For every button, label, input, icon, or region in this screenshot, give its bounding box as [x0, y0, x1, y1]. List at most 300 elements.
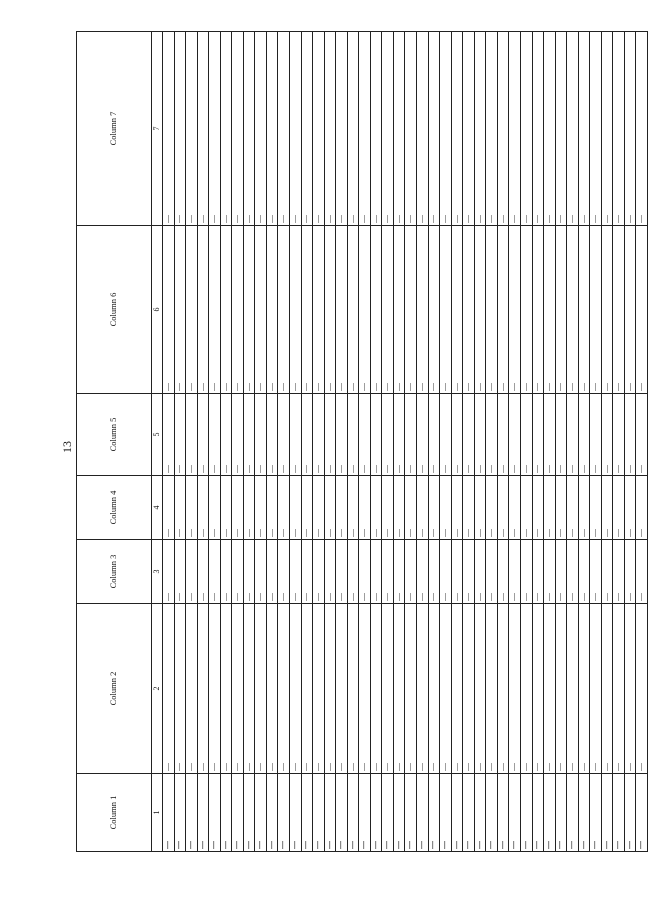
table-cell-c5: — — [463, 394, 475, 476]
table-cell-c1: — — [290, 774, 302, 852]
table-cell-c1: — — [278, 774, 290, 852]
table-cell-c1: — — [382, 774, 394, 852]
table-row — [578, 32, 590, 852]
table-row — [186, 32, 198, 852]
table-cell-c3: — — [370, 540, 382, 604]
table-cell-c5: — — [266, 394, 278, 476]
table-cell-c3: — — [243, 540, 255, 604]
table-cell-c2: — — [636, 604, 648, 774]
table-cell-c2: — — [555, 604, 567, 774]
table-row — [220, 32, 232, 852]
table-cell-c4: — — [278, 476, 290, 540]
table-row — [486, 32, 498, 852]
table-cell-c1: — — [486, 774, 498, 852]
table-cell-c2: — — [266, 604, 278, 774]
table-row — [555, 32, 567, 852]
securities-placement-table — [76, 31, 648, 852]
table-cell-c6: — — [370, 226, 382, 394]
table-cell-c6: — — [382, 226, 394, 394]
table-cell-c4: — — [393, 476, 405, 540]
table-cell-c6: — — [197, 226, 209, 394]
table-cell-c6: — — [255, 226, 267, 394]
table-cell-c7: — — [243, 32, 255, 226]
index-cell: 1 — [152, 774, 163, 852]
table-cell-c6: — — [278, 226, 290, 394]
table-cell-c3: — — [567, 540, 579, 604]
table-cell-c7: — — [497, 32, 509, 226]
table-cell-c2: — — [243, 604, 255, 774]
table-cell-c5: — — [474, 394, 486, 476]
table-cell-c7: — — [290, 32, 302, 226]
table-cell-c6: — — [624, 226, 636, 394]
table-row — [497, 32, 509, 852]
table-cell-c7: — — [509, 32, 521, 226]
table-cell-c5: — — [220, 394, 232, 476]
table-cell-c1: — — [313, 774, 325, 852]
table-cell-c1: — — [370, 774, 382, 852]
table-cell-c3: — — [544, 540, 556, 604]
table-cell-c1: — — [405, 774, 417, 852]
table-cell-c5: — — [382, 394, 394, 476]
header-reg-number: Column 1 — [77, 774, 152, 852]
table-cell-c3: — — [497, 540, 509, 604]
table-cell-c2: — — [174, 604, 186, 774]
table-cell-c5: — — [578, 394, 590, 476]
table-cell-c6: — — [497, 226, 509, 394]
index-cell: 2 — [152, 604, 163, 774]
table-cell-c1: — — [624, 774, 636, 852]
table-cell-c1: — — [463, 774, 475, 852]
table-cell-c3: — — [255, 540, 267, 604]
table-row — [209, 32, 221, 852]
table-cell-c4: — — [301, 476, 313, 540]
index-cell: 5 — [152, 394, 163, 476]
table-cell-c5: — — [428, 394, 440, 476]
table-cell-c5: — — [486, 394, 498, 476]
table-cell-c6: — — [393, 226, 405, 394]
table-row — [255, 32, 267, 852]
table-cell-c7: — — [555, 32, 567, 226]
table-cell-c6: — — [636, 226, 648, 394]
table-cell-c3: — — [324, 540, 336, 604]
table-cell-c3: — — [232, 540, 244, 604]
table-cell-c2: — — [290, 604, 302, 774]
table-cell-c1: — — [428, 774, 440, 852]
table-cell-c3: — — [382, 540, 394, 604]
table-cell-c1: — — [266, 774, 278, 852]
table-cell-c6: — — [590, 226, 602, 394]
table-cell-c2: — — [313, 604, 325, 774]
table-cell-c4: — — [186, 476, 198, 540]
table-cell-c3: — — [266, 540, 278, 604]
table-cell-c2: — — [163, 604, 175, 774]
table-cell-c4: — — [163, 476, 175, 540]
table-cell-c2: — — [509, 604, 521, 774]
table-row — [636, 32, 648, 852]
table-cell-c5: — — [209, 394, 221, 476]
table-cell-c5: — — [624, 394, 636, 476]
table-cell-c6: — — [174, 226, 186, 394]
table-cell-c7: — — [613, 32, 625, 226]
table-row — [440, 32, 452, 852]
table-cell-c5: — — [186, 394, 198, 476]
table-row — [266, 32, 278, 852]
table-cell-c3: — — [578, 540, 590, 604]
table-cell-c3: — — [336, 540, 348, 604]
table-cell-c1: — — [590, 774, 602, 852]
table-cell-c6: — — [440, 226, 452, 394]
index-cell: 7 — [152, 32, 163, 226]
table-cell-c7: — — [220, 32, 232, 226]
table-cell-c3: — — [532, 540, 544, 604]
table-cell-c7: — — [532, 32, 544, 226]
table-row — [451, 32, 463, 852]
table-row — [382, 32, 394, 852]
table-cell-c6: — — [359, 226, 371, 394]
header-proceeds: Column 7 — [77, 32, 152, 226]
table-cell-c1: — — [532, 774, 544, 852]
table-cell-c2: — — [220, 604, 232, 774]
table-cell-c6: — — [301, 226, 313, 394]
table-cell-c3: — — [290, 540, 302, 604]
table-cell-c4: — — [428, 476, 440, 540]
table-cell-c6: — — [567, 226, 579, 394]
table-cell-c6: — — [428, 226, 440, 394]
table-cell-c5: — — [417, 394, 429, 476]
table-cell-c4: — — [405, 476, 417, 540]
table-cell-c2: — — [567, 604, 579, 774]
table-cell-c7: — — [336, 32, 348, 226]
table-cell-c6: — — [186, 226, 198, 394]
table-cell-c7: — — [313, 32, 325, 226]
header-actual-price: Column 5 — [77, 394, 152, 476]
table-cell-c4: — — [463, 476, 475, 540]
table-cell-c3: — — [463, 540, 475, 604]
table-cell-c7: — — [544, 32, 556, 226]
table-row — [428, 32, 440, 852]
table-cell-c2: — — [393, 604, 405, 774]
table-cell-c3: — — [417, 540, 429, 604]
table-cell-c3: — — [440, 540, 452, 604]
table-cell-c7: — — [393, 32, 405, 226]
table-cell-c1: — — [636, 774, 648, 852]
table-cell-c1: — — [220, 774, 232, 852]
table-row — [509, 32, 521, 852]
table-cell-c6: — — [290, 226, 302, 394]
table-cell-c5: — — [336, 394, 348, 476]
table-cell-c7: — — [278, 32, 290, 226]
table-cell-c7: — — [359, 32, 371, 226]
table-row — [544, 32, 556, 852]
table-row — [463, 32, 475, 852]
table-cell-c6: — — [601, 226, 613, 394]
table-cell-c7: — — [324, 32, 336, 226]
table-cell-c2: — — [278, 604, 290, 774]
table-cell-c7: — — [578, 32, 590, 226]
table-cell-c4: — — [624, 476, 636, 540]
table-cell-c6: — — [544, 226, 556, 394]
table-cell-c4: — — [532, 476, 544, 540]
table-cell-c6: — — [313, 226, 325, 394]
table-cell-c6: — — [232, 226, 244, 394]
table-row — [393, 32, 405, 852]
table-cell-c3: — — [313, 540, 325, 604]
table-cell-c4: — — [359, 476, 371, 540]
table-cell-c3: — — [451, 540, 463, 604]
table-cell-c7: — — [440, 32, 452, 226]
table-cell-c2: — — [405, 604, 417, 774]
table-cell-c3: — — [486, 540, 498, 604]
table-row — [347, 32, 359, 852]
table-cell-c4: — — [440, 476, 452, 540]
table-cell-c5: — — [405, 394, 417, 476]
table-row — [624, 32, 636, 852]
table-cell-c4: — — [174, 476, 186, 540]
table-cell-c5: — — [567, 394, 579, 476]
table-cell-c4: — — [324, 476, 336, 540]
table-cell-c7: — — [451, 32, 463, 226]
table-body — [163, 32, 648, 852]
table-cell-c6: — — [220, 226, 232, 394]
table-cell-c5: — — [278, 394, 290, 476]
table-cell-c5: — — [163, 394, 175, 476]
table-cell-c2: — — [613, 604, 625, 774]
table-cell-c7: — — [474, 32, 486, 226]
table-cell-c7: — — [370, 32, 382, 226]
table-cell-c1: — — [393, 774, 405, 852]
table-cell-c7: — — [255, 32, 267, 226]
table-cell-c2: — — [544, 604, 556, 774]
table-cell-c2: — — [336, 604, 348, 774]
table-cell-c1: — — [174, 774, 186, 852]
table-cell-c4: — — [509, 476, 521, 540]
table-cell-c4: — — [497, 476, 509, 540]
table-row — [232, 32, 244, 852]
table-cell-c6: — — [266, 226, 278, 394]
table-cell-c5: — — [532, 394, 544, 476]
table-cell-c2: — — [417, 604, 429, 774]
table-cell-c3: — — [209, 540, 221, 604]
table-cell-c3: — — [624, 540, 636, 604]
table-cell-c7: — — [567, 32, 579, 226]
table-cell-c6: — — [417, 226, 429, 394]
table-row — [474, 32, 486, 852]
table-cell-c5: — — [440, 394, 452, 476]
header-placement-method: Column 2 — [77, 604, 152, 774]
table-cell-c4: — — [451, 476, 463, 540]
table-cell-c5: — — [174, 394, 186, 476]
header-placement-date: Column 3 — [77, 540, 152, 604]
table-cell-c2: — — [232, 604, 244, 774]
table-cell-c5: — — [393, 394, 405, 476]
table-cell-c7: — — [520, 32, 532, 226]
table-cell-c5: — — [590, 394, 602, 476]
table-cell-c1: — — [544, 774, 556, 852]
table-cell-c6: — — [163, 226, 175, 394]
table-cell-c1: — — [163, 774, 175, 852]
table-cell-c1: — — [474, 774, 486, 852]
table-cell-c7: — — [197, 32, 209, 226]
table-row — [324, 32, 336, 852]
table-cell-c7: — — [382, 32, 394, 226]
page-number: 13 — [60, 441, 74, 453]
table-row — [590, 32, 602, 852]
table-cell-c3: — — [509, 540, 521, 604]
rotated-table-region — [58, 32, 646, 852]
table-cell-c6: — — [509, 226, 521, 394]
table-cell-c2: — — [347, 604, 359, 774]
table-cell-c5: — — [497, 394, 509, 476]
table-cell-c2: — — [324, 604, 336, 774]
table-cell-c7: — — [428, 32, 440, 226]
table-cell-c1: — — [197, 774, 209, 852]
table-cell-c5: — — [313, 394, 325, 476]
table-row — [174, 32, 186, 852]
table-row — [301, 32, 313, 852]
table-cell-c1: — — [417, 774, 429, 852]
table-cell-c5: — — [290, 394, 302, 476]
table-cell-c4: — — [555, 476, 567, 540]
table-cell-c3: — — [590, 540, 602, 604]
table-cell-c2: — — [532, 604, 544, 774]
table-cell-c2: — — [601, 604, 613, 774]
table-cell-c2: — — [209, 604, 221, 774]
table-cell-c7: — — [624, 32, 636, 226]
table-cell-c6: — — [486, 226, 498, 394]
table-cell-c7: — — [405, 32, 417, 226]
table-cell-c5: — — [232, 394, 244, 476]
table-cell-c1: — — [186, 774, 198, 852]
table-cell-c3: — — [163, 540, 175, 604]
table-cell-c4: — — [382, 476, 394, 540]
table-cell-c4: — — [613, 476, 625, 540]
table-cell-c7: — — [174, 32, 186, 226]
table-cell-c7: — — [463, 32, 475, 226]
table-cell-c2: — — [301, 604, 313, 774]
table-cell-c1: — — [440, 774, 452, 852]
table-cell-c4: — — [544, 476, 556, 540]
table-index-row — [152, 32, 163, 852]
table-cell-c3: — — [393, 540, 405, 604]
table-cell-c5: — — [197, 394, 209, 476]
table-cell-c6: — — [347, 226, 359, 394]
table-cell-c1: — — [336, 774, 348, 852]
table-cell-c7: — — [417, 32, 429, 226]
table-row — [613, 32, 625, 852]
table-row — [520, 32, 532, 852]
table-cell-c2: — — [255, 604, 267, 774]
table-cell-c1: — — [555, 774, 567, 852]
table-cell-c4: — — [232, 476, 244, 540]
index-cell: 4 — [152, 476, 163, 540]
table-cell-c3: — — [613, 540, 625, 604]
table-header-row — [77, 32, 152, 852]
table-cell-c2: — — [440, 604, 452, 774]
table-row — [243, 32, 255, 852]
table-row — [370, 32, 382, 852]
table-row — [405, 32, 417, 852]
table-cell-c2: — — [186, 604, 198, 774]
table-cell-c4: — — [255, 476, 267, 540]
table-cell-c5: — — [243, 394, 255, 476]
table-cell-c5: — — [636, 394, 648, 476]
table-cell-c6: — — [243, 226, 255, 394]
table-cell-c6: — — [474, 226, 486, 394]
table-cell-c4: — — [578, 476, 590, 540]
table-cell-c4: — — [220, 476, 232, 540]
table-cell-c4: — — [290, 476, 302, 540]
table-cell-c7: — — [601, 32, 613, 226]
table-row — [567, 32, 579, 852]
table-cell-c5: — — [324, 394, 336, 476]
table-cell-c5: — — [255, 394, 267, 476]
table-cell-c1: — — [347, 774, 359, 852]
table-cell-c3: — — [174, 540, 186, 604]
table-cell-c3: — — [301, 540, 313, 604]
table-cell-c5: — — [520, 394, 532, 476]
table-cell-c2: — — [382, 604, 394, 774]
table-cell-c3: — — [359, 540, 371, 604]
table-cell-c4: — — [209, 476, 221, 540]
table-cell-c3: — — [428, 540, 440, 604]
table-cell-c7: — — [347, 32, 359, 226]
table-cell-c7: — — [590, 32, 602, 226]
table-row — [197, 32, 209, 852]
table-cell-c7: — — [486, 32, 498, 226]
table-cell-c4: — — [636, 476, 648, 540]
table-cell-c3: — — [278, 540, 290, 604]
table-row — [601, 32, 613, 852]
table-cell-c7: — — [186, 32, 198, 226]
table-cell-c6: — — [324, 226, 336, 394]
table-cell-c1: — — [301, 774, 313, 852]
table-cell-c2: — — [474, 604, 486, 774]
table-cell-c5: — — [347, 394, 359, 476]
index-cell: 6 — [152, 226, 163, 394]
table-row — [532, 32, 544, 852]
table-cell-c2: — — [428, 604, 440, 774]
table-cell-c6: — — [613, 226, 625, 394]
table-cell-c7: — — [232, 32, 244, 226]
table-cell-c6: — — [520, 226, 532, 394]
table-cell-c5: — — [301, 394, 313, 476]
table-cell-c1: — — [497, 774, 509, 852]
table-cell-c2: — — [359, 604, 371, 774]
table-cell-c6: — — [451, 226, 463, 394]
table-cell-c2: — — [370, 604, 382, 774]
table-row — [278, 32, 290, 852]
table-row — [417, 32, 429, 852]
table-cell-c2: — — [463, 604, 475, 774]
table-cell-c4: — — [347, 476, 359, 540]
table-cell-c5: — — [509, 394, 521, 476]
table-cell-c1: — — [613, 774, 625, 852]
table-cell-c1: — — [359, 774, 371, 852]
table-cell-c3: — — [220, 540, 232, 604]
table-cell-c1: — — [232, 774, 244, 852]
table-cell-c3: — — [555, 540, 567, 604]
table-cell-c3: — — [520, 540, 532, 604]
table-cell-c5: — — [555, 394, 567, 476]
table-cell-c5: — — [544, 394, 556, 476]
index-cell: 3 — [152, 540, 163, 604]
table-cell-c3: — — [197, 540, 209, 604]
table-cell-c6: — — [578, 226, 590, 394]
table-cell-c7: — — [163, 32, 175, 226]
header-maturity-date: Column 4 — [77, 476, 152, 540]
table-cell-c1: — — [567, 774, 579, 852]
table-cell-c6: — — [209, 226, 221, 394]
